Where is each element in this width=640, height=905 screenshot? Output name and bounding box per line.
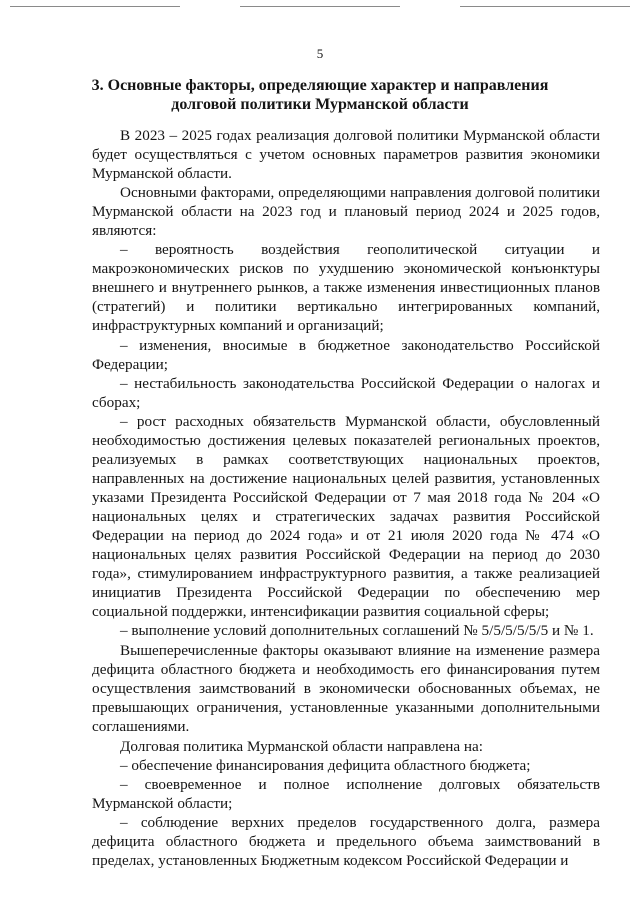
page-number: 5 xyxy=(316,46,324,61)
document-body xyxy=(92,126,600,870)
paragraph-intro: В 2023 – 2025 годах реализация долговой политики Мурманской области будет осуществляться с учетом основных параметров развития экономики Мурманской области. xyxy=(92,127,600,183)
paragraph-policy-aims-lead: Долговая политика Мурманской области направлена на: xyxy=(120,737,484,755)
top-edge-rule-center xyxy=(240,6,400,7)
paragraph-factors-lead: Основными факторами, определяющими направления долговой политики Мурманской области на 2023 год и плановый период 2024 и 2025 годов, являются: xyxy=(92,184,600,240)
top-edge-rule-right xyxy=(460,6,630,7)
paragraph-factors-influence: Вышеперечисленные факторы оказывают влияние на изменение размера дефицита областного бюджета и необходимость его финансирования путем осуществления заимствований в экономически обоснованных объемах, не превышающих ограничения, установленные указанными дополнительными соглашениями. xyxy=(92,642,600,736)
list-item-geopolitical-risks: – вероятность воздействия геополитической ситуации и макроэкономических рисков по ухудшению экономической конъюнктуры внешнего и внутреннего рынков, а также изменения инвестиционных планов (стратегий) и политики вертикально интегрированных компаний, инфраструктурных компаний и организаций; xyxy=(92,241,600,335)
section-heading-line-1: 3. Основные факторы, определяющие характер и направления xyxy=(91,77,549,94)
list-item-deficit-financing: – обеспечение финансирования дефицита областного бюджета; xyxy=(120,756,531,774)
top-edge-rule-left xyxy=(10,6,180,7)
list-item-timely-obligations: – своевременное и полное исполнение долговых обязательств Мурманской области; xyxy=(92,775,600,812)
list-item-tax-legislation: – нестабильность законодательства Российской Федерации о налогах и сборах; xyxy=(92,374,600,411)
section-heading xyxy=(90,76,550,114)
list-item-additional-agreements: – выполнение условий дополнительных соглашений № 5/5/5/5/5/5 и № 1. xyxy=(120,622,594,640)
list-item-expenditure-growth: – рост расходных обязательств Мурманской области, обусловленный необходимостью достижения целевых показателей региональных проектов, реализуемых в рамках соответствующих национальных проектов, направленных на достижение национальных целей развития, установленных указами Президента Российской Федерации от 7 мая 2018 года № 204 «О национальных целях и стратегических задачах развития Российской Федерации на период до 2024 года» и от 21 июля 2020 года № 474 «О национальных целях развития Российской Федерации на период до 2030 года», стимулированием инфраструктурного развития, а также реализацией инициатив Президента Российской Федерации по обеспечению мер социальной поддержки, интенсификации развития социальной сферы; xyxy=(92,412,600,621)
section-heading-line-2: долговой политики Мурманской области xyxy=(171,96,469,113)
list-item-debt-limits: – соблюдение верхних пределов государственного долга, размера дефицита областного бюджета и предельного объема заимствований в пределах, установленных Бюджетным кодексом Российской Федерации и xyxy=(92,813,600,869)
list-item-budget-legislation: – изменения, вносимые в бюджетное законодательство Российской Федерации; xyxy=(92,336,600,373)
